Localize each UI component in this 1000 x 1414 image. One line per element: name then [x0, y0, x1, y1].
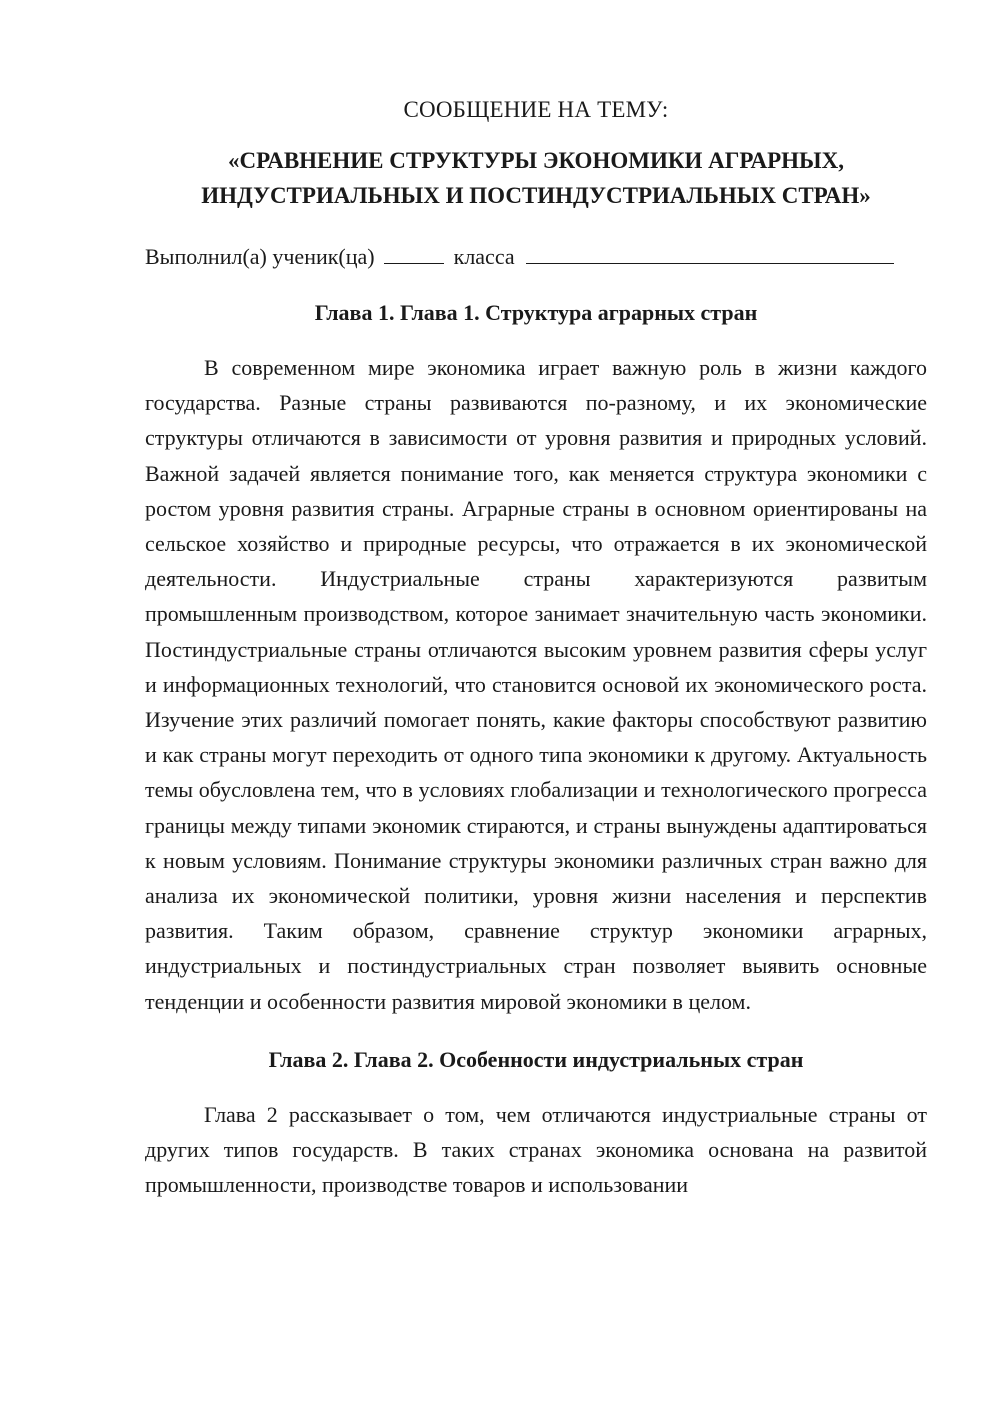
- chapter-2-paragraph: Глава 2 рассказывает о том, чем отличаются индустриальные страны от других типов государств. В таких странах экономика основана на развитой промышленности, производстве товаров и использовании: [145, 1101, 927, 1198]
- chapter-2-heading: Глава 2. Глава 2. Особенности индустриальных стран: [268, 1046, 804, 1072]
- author-prefix: Выполнил(а) ученик(ца): [145, 244, 375, 269]
- author-line: [145, 241, 927, 272]
- class-number-blank: [384, 241, 444, 264]
- chapter-1-heading: Глава 1. Глава 1. Структура аграрных стран: [314, 300, 758, 325]
- chapter-1-paragraph: В современном мире экономика играет важную роль в жизни каждого государства. Разные страны развиваются по-разному, и их экономические структуры отличаются в зависимости от уровня развития и природных условий. Важной задачей является понимание того, как меняется структура экономики с ростом уровня развития страны. Аграрные страны в основном ориентированы на сельское хозяйство и природные ресурсы, что отражается в их экономической деятельности. Индустриальные страны характеризуются развитым промышленным производством, которое занимает значительную часть экономики. Постиндустриальные страны отличаются высоким уровнем развития сферы услуг и информационных технологий, что становится основой их экономического роста. Изучение этих различий помогает понять, какие факторы способствуют развитию и как страны могут переходить от одного типа экономики к другому. Актуальность темы обусловлена тем, что в условиях глобализации и технологического прогресса границы между типами экономик стираются, и страны вынуждены адаптироваться к новым условиям. Понимание структуры экономики различных стран важно для анализа их экономической политики, уровня жизни населения и перспектив развития. Таким образом, сравнение структур экономики аграрных, индустриальных и постиндустриальных стран позволяет выявить основные тенденции и особенности развития мировой экономики в целом.: [145, 355, 927, 1014]
- subject-label: СООБЩЕНИЕ НА ТЕМУ:: [403, 97, 669, 122]
- class-word: класса: [453, 244, 515, 269]
- document-page: [145, 95, 927, 1228]
- student-name-blank: [526, 241, 894, 264]
- document-title: «СРАВНЕНИЕ СТРУКТУРЫ ЭКОНОМИКИ АГРАРНЫХ, ИНДУСТРИАЛЬНЫХ И ПОСТИНДУСТРИАЛЬНЫХ СТРАН»: [201, 148, 871, 208]
